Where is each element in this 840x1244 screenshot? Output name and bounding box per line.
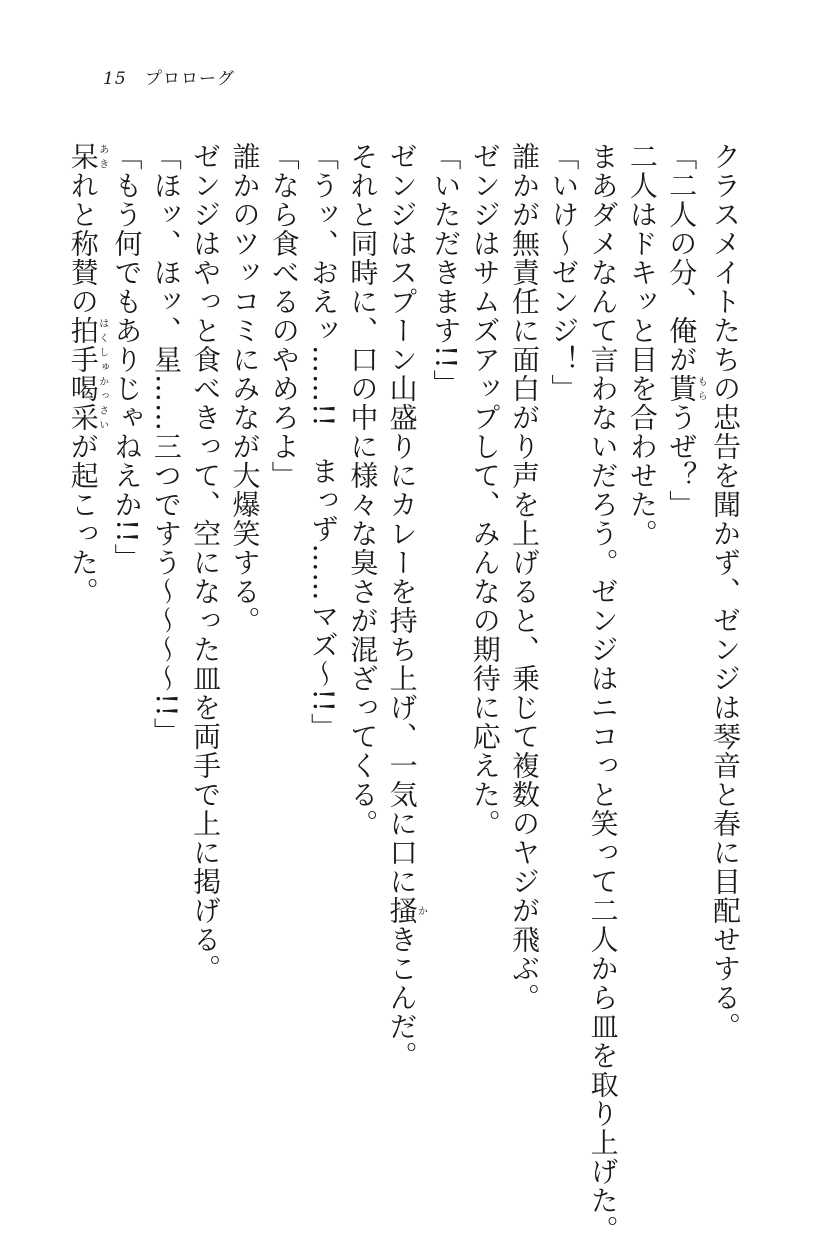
text-line: 「うッ、おえッ……!! まっず……マズ～!!」 <box>307 142 341 743</box>
text-line: ゼンジはやっと食べきって、空になった皿を両手で上に掲げる。 <box>189 142 223 983</box>
text-line: 「もう何でもありじゃねえか!!」 <box>110 142 144 573</box>
text-line: 誰かが無責任に面白がり声を上げると、乗じて複数のヤジが飛ぶ。 <box>508 142 542 1012</box>
ruby-annotation: 搔か <box>385 896 427 925</box>
text-line: 「いただきます!!」 <box>429 142 463 399</box>
text-line: ゼンジはスプーン山盛りにカレーを持ち上げ、一気に口に搔かきこんだ。 <box>385 142 427 1070</box>
chapter-title: プロローグ <box>145 69 236 89</box>
text-line: クラスメイトたちの忠告を聞かず、ゼンジは琴音と春に目配せする。 <box>709 142 742 1041</box>
text-line: 「二人の分、俺が貰もらうぜ？」 <box>665 142 707 519</box>
ruby-annotation: 拍手喝采はくしゅかっさい <box>66 316 108 432</box>
text-line: それと同時に、口の中に様々な臭さが混ざってくる。 <box>346 142 380 838</box>
text-line: 誰かのツッコミにみなが大爆笑する。 <box>228 142 262 635</box>
ruby-annotation: 呆あき <box>66 142 108 171</box>
text-line: 二人はドキッと目を合わせた。 <box>625 142 659 548</box>
text-line: 「ほッ、ほッ、星……三つですう～～～～!!」 <box>149 142 183 747</box>
text-line: まあダメなんて言わないだろう。ゼンジはニコっと笑って二人から皿を取り上げた。 <box>586 142 620 1244</box>
text-line: ゼンジはサムズアップして、みんなの期待に応えた。 <box>468 142 502 838</box>
body-text <box>66 142 745 1244</box>
text-line: 呆あきれと称賛の拍手喝采はくしゅかっさいが起こった。 <box>66 142 108 606</box>
ruby-annotation: 貰もら <box>665 374 707 403</box>
page-number: 15 <box>103 69 127 89</box>
text-line: 「なら食べるのやめろよ」 <box>267 142 301 490</box>
running-header <box>103 64 235 89</box>
text-line: 「いけ～ゼンジ！」 <box>547 142 581 403</box>
